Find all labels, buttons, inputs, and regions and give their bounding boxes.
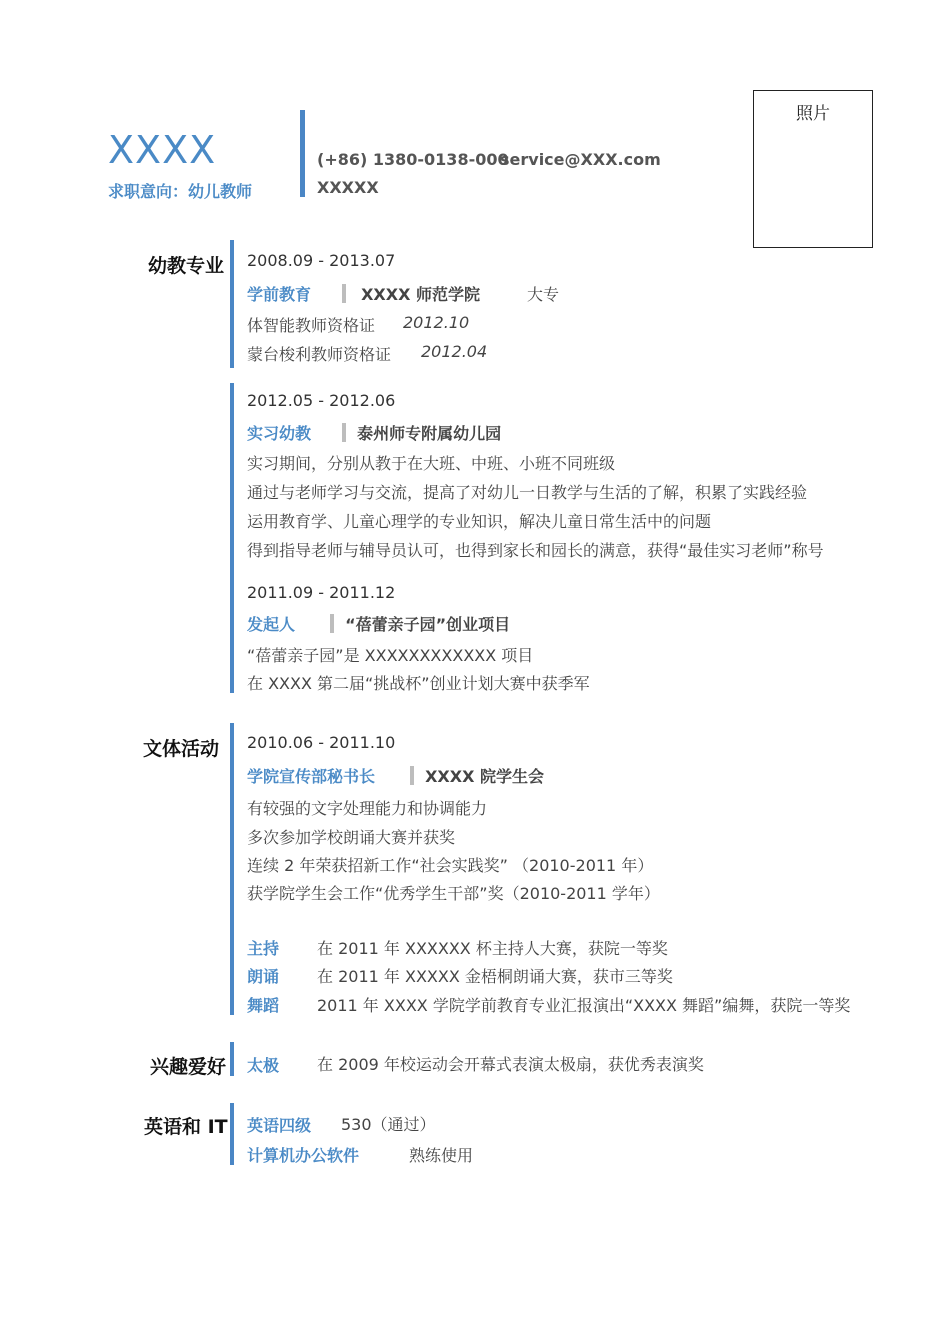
award-label: 舞蹈 [247, 996, 280, 1015]
separator [330, 614, 334, 633]
education-school: XXXX 师范学院 [361, 285, 481, 304]
hobby-label: 太极 [247, 1056, 280, 1075]
address: XXXXX [317, 178, 379, 197]
award-text: 2011 年 XXXX 学院学前教育专业汇报演出“XXXX 舞蹈”编舞，获院一等奖 [317, 996, 851, 1015]
internship-line: 得到指导老师与辅导员认可，也得到家长和园长的满意，获得“最佳实习老师”称号 [247, 541, 824, 560]
separator [342, 423, 346, 442]
skill-value: 熟练使用 [409, 1146, 474, 1165]
education-degree: 大专 [527, 285, 560, 304]
internship-line: 实习期间，分别从教于在大班、中班、小班不同班级 [247, 454, 616, 473]
activities-org: XXXX 院学生会 [425, 767, 545, 786]
section-title-education: 幼教专业 [148, 255, 225, 277]
cert-name: 体智能教师资格证 [247, 316, 376, 335]
project-org-wrap [330, 612, 510, 635]
project-date: 2011.09 - 2011.12 [247, 583, 396, 602]
phone-number: (+86) 1380-0138-000 [317, 150, 509, 169]
project-line: 在 XXXX 第二届“挑战杯”创业计划大赛中获季军 [247, 674, 590, 693]
cert-name: 蒙台梭利教师资格证 [247, 345, 392, 364]
cert-date: 2012.04 [421, 342, 488, 361]
education-school-wrap [342, 282, 480, 305]
photo-box [753, 90, 873, 248]
candidate-name: XXXX [108, 128, 217, 172]
award-text: 在 2011 年 XXXXX 金梧桐朗诵大赛，获市三等奖 [317, 967, 673, 986]
activities-date: 2010.06 - 2011.10 [247, 733, 396, 752]
skill-label: 英语四级 [247, 1116, 312, 1135]
hobby-text: 在 2009 年校运动会开幕式表演太极扇，获优秀表演奖 [317, 1055, 704, 1074]
email-address: service@XXX.com [500, 150, 661, 169]
award-label: 主持 [247, 939, 280, 958]
internship-line: 通过与老师学习与交流，提高了对幼儿一日教学与生活的了解，积累了实践经验 [247, 483, 808, 502]
section-title-skills: 英语和 IT [144, 1116, 228, 1138]
project-role: 发起人 [247, 615, 296, 634]
internship-date: 2012.05 - 2012.06 [247, 391, 396, 410]
internship-role: 实习幼教 [247, 424, 312, 443]
section-title-hobbies: 兴趣爱好 [150, 1056, 227, 1078]
skill-label: 计算机办公软件 [247, 1146, 360, 1165]
skill-value: 530（通过） [341, 1115, 436, 1134]
activities-bar [230, 723, 234, 1015]
skills-bar [230, 1103, 234, 1165]
job-objective: 求职意向：幼儿教师 [108, 182, 253, 201]
internship-org-wrap [342, 421, 501, 444]
education-date: 2008.09 - 2013.07 [247, 251, 396, 270]
internship-line: 运用教育学、儿童心理学的专业知识，解决儿童日常生活中的问题 [247, 512, 712, 531]
section-title-activities: 文体活动 [143, 738, 220, 760]
education-bar [230, 240, 234, 368]
activities-org-wrap [410, 764, 544, 787]
project-org: “蓓蕾亲子园”创业项目 [345, 615, 511, 634]
header-divider [300, 110, 305, 197]
experience-bar [230, 383, 234, 693]
cert-date: 2012.10 [403, 313, 470, 332]
activities-role: 学院宣传部秘书长 [247, 767, 376, 786]
project-line: “蓓蕾亲子园”是 XXXXXXXXXXXX 项目 [247, 646, 534, 665]
activities-line: 获学院学生会工作“优秀学生干部”奖（2010-2011 学年） [247, 884, 660, 903]
education-detail [247, 282, 311, 305]
award-text: 在 2011 年 XXXXXX 杯主持人大赛，获院一等奖 [317, 939, 668, 958]
activities-line: 连续 2 年荣获招新工作“社会实践奖” （2010-2011 年） [247, 856, 654, 875]
separator [410, 766, 414, 785]
award-label: 朗诵 [247, 967, 280, 986]
internship-org: 泰州师专附属幼儿园 [357, 424, 502, 443]
education-major: 学前教育 [247, 285, 312, 304]
activities-line: 有较强的文字处理能力和协调能力 [247, 799, 488, 818]
photo-label: 照片 [796, 104, 830, 124]
separator [342, 284, 346, 303]
hobbies-bar [230, 1042, 234, 1076]
activities-line: 多次参加学校朗诵大赛并获奖 [247, 828, 456, 847]
